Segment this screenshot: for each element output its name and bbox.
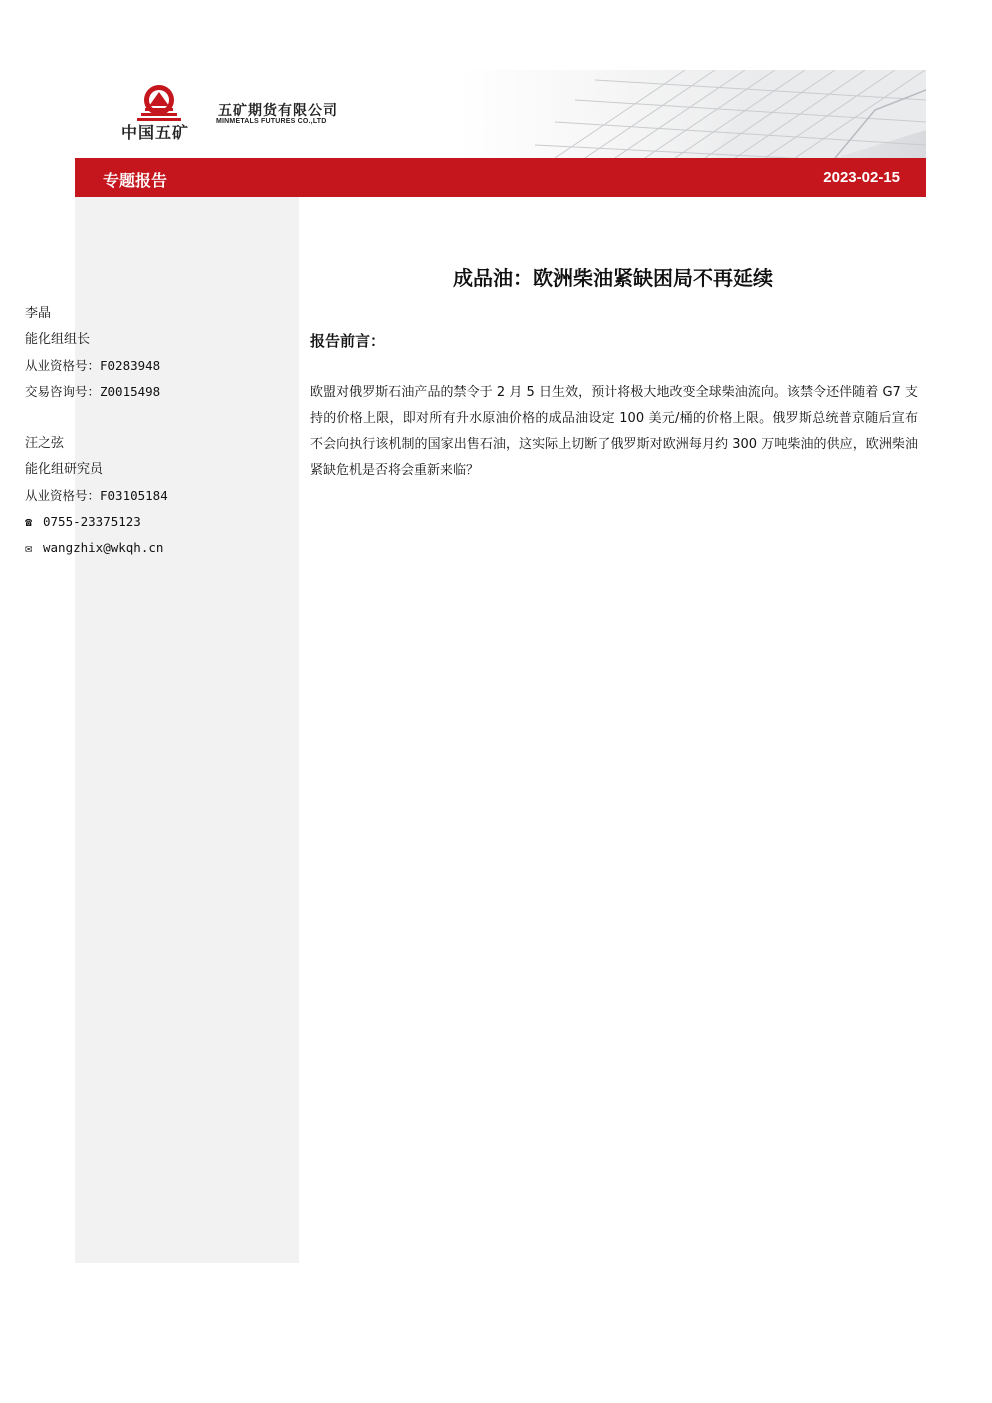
- preface-heading: 报告前言：: [310, 332, 386, 350]
- author-phone: 0755-23375123: [43, 514, 141, 529]
- page-header: [75, 70, 926, 158]
- report-title: 成品油：欧洲柴油紧缺困局不再延续: [453, 266, 773, 290]
- author-role: 能化组研究员: [25, 462, 104, 477]
- author-role: 能化组组长: [25, 332, 91, 347]
- company-name-cn: 五矿期货有限公司: [218, 103, 338, 119]
- author-cert: 从业资格号：F03105184: [25, 488, 168, 503]
- author-block-2: [25, 431, 168, 561]
- author-email[interactable]: wangzhix@wkqh.cn: [43, 540, 164, 555]
- logo-text: 中国五矿: [121, 123, 190, 142]
- company-name-en: MINMETALS FUTURES CO.,LTD: [216, 118, 327, 125]
- report-type: 专题报告: [103, 171, 168, 190]
- report-date: 2023-02-15: [823, 169, 900, 186]
- author-email-row[interactable]: [25, 535, 168, 561]
- email-icon: ✉: [25, 541, 33, 555]
- author-name: 汪之弦: [25, 436, 65, 451]
- author-consult-number: 交易咨询号：Z0015498: [25, 384, 161, 399]
- company-logo-icon: [135, 84, 183, 122]
- author-block-1: [25, 301, 160, 405]
- phone-icon: ☎: [25, 515, 33, 529]
- report-banner: [75, 158, 926, 197]
- building-graphic: [455, 70, 926, 158]
- author-cert: 从业资格号：F0283948: [25, 358, 161, 373]
- author-name: 李晶: [25, 306, 52, 321]
- preface-paragraph: 欧盟对俄罗斯石油产品的禁令于 2 月 5 日生效，预计将极大地改变全球柴油流向。该禁令还伴随着 G7 支持的价格上限，即对所有升水原油价格的成品油设定 100 美元/桶的价格上限。俄罗斯总统普京随后宣布不会向执行该机制的国家出售石油，这实际上切断了俄罗斯对欧洲每月约 300 万吨柴油的供应，欧洲柴油紧缺危机是否将会重新来临？: [310, 385, 918, 478]
- author-phone-row: [25, 509, 168, 535]
